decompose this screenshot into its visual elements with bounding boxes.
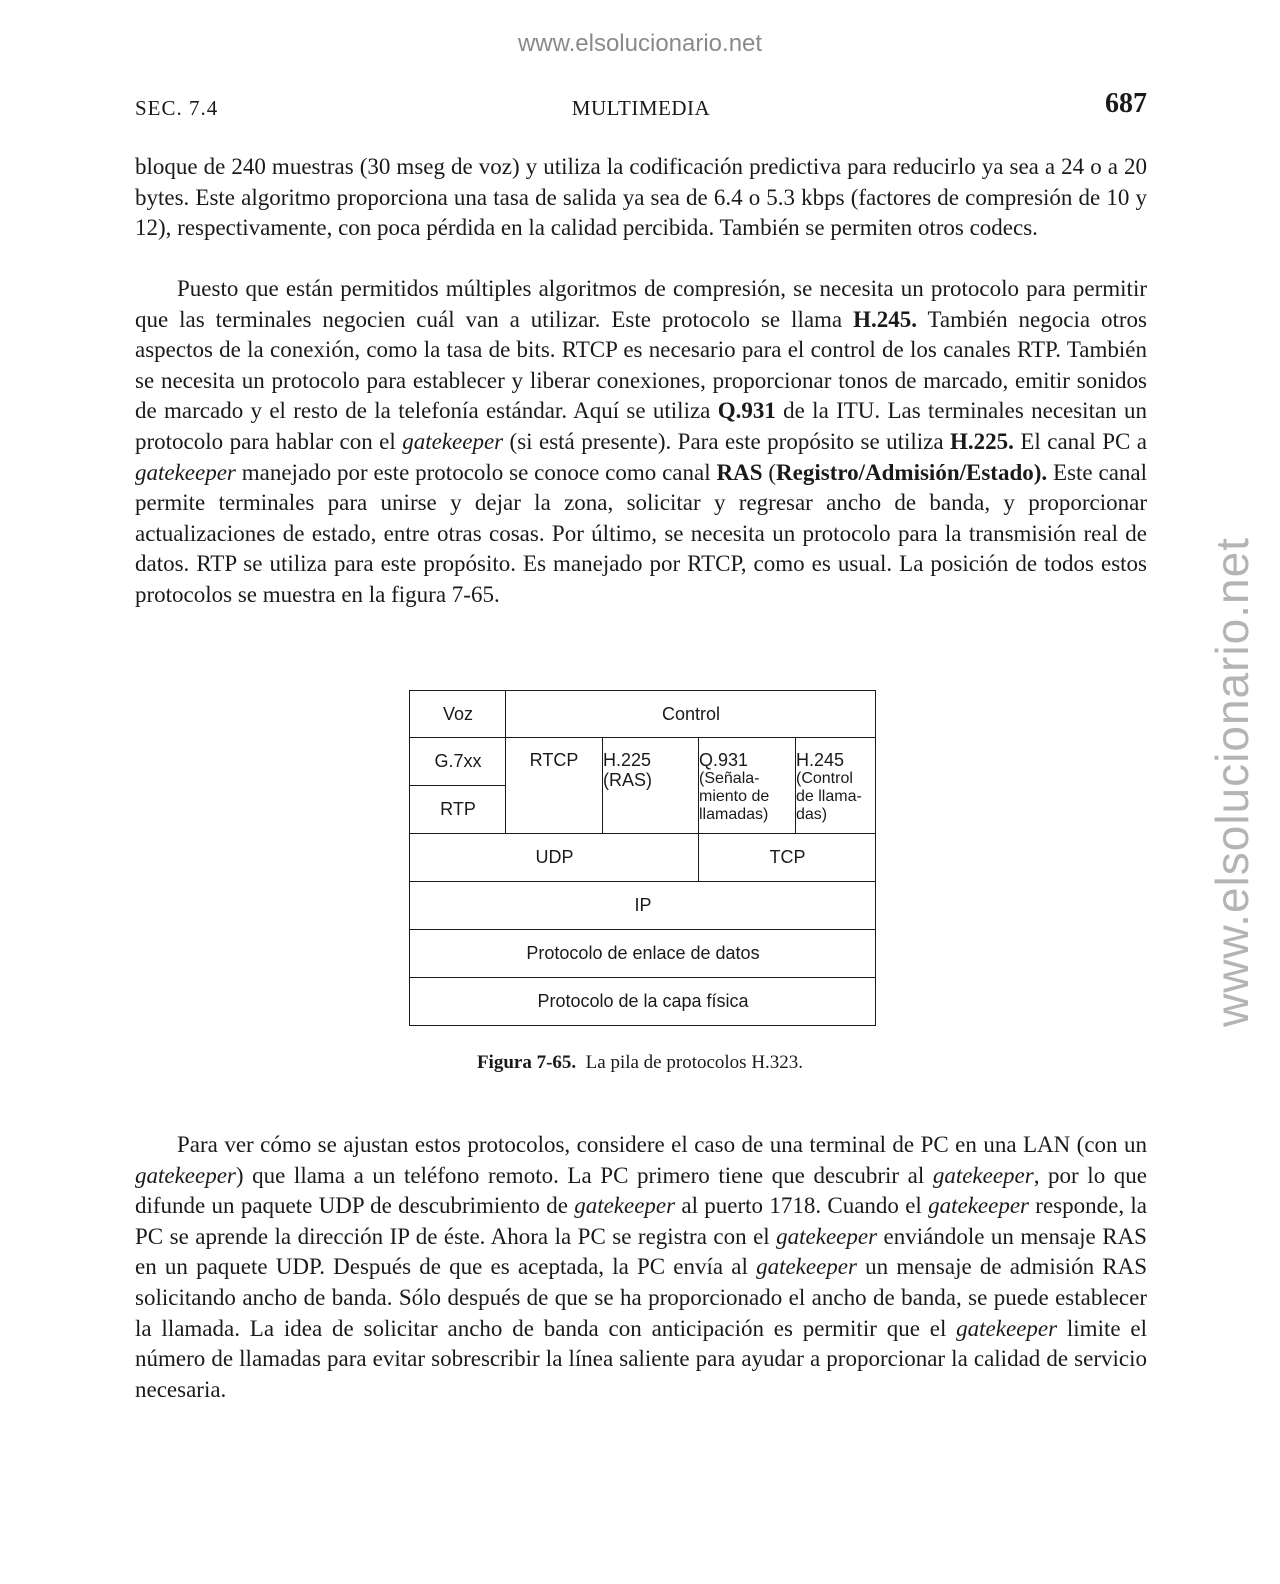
- caption-label: Figura 7-65.: [476, 1052, 577, 1073]
- cell-q931: Q.931 (Señala- miento de llamadas): [699, 750, 770, 823]
- figure-caption: [0, 1052, 1280, 1074]
- cell-h245: H.245 (Control de llama- das): [796, 750, 862, 823]
- h323-protocol-stack-diagram: [409, 690, 876, 1026]
- cell-rtp: RTP: [440, 799, 476, 819]
- cell-voz: Voz: [442, 703, 474, 724]
- term-q931: Q.931: [717, 398, 776, 424]
- chapter-title: MULTIMEDIA: [571, 96, 711, 120]
- cell-tcp: TCP: [769, 847, 806, 867]
- cell-h225: H.225 (RAS): [603, 750, 652, 790]
- paragraph-3: Para ver cómo se ajustan estos protocolos, considere el caso de una terminal de PC en una LAN (con un gatekeeper) que llama a un teléfono remoto. La PC primero tiene que descubrir al gatekeeper, por lo que difunde un paquete UDP de descubrimiento de gatekeeper al puerto 1718. Cuando el gatekeeper responde, la PC se aprende la dirección IP de éste. Ahora la PC se registra con el gatekeeper enviándole un mensaje RAS en un paquete UDP. Después de que es aceptada, la PC envía al gatekeeper un mensaje de admisión RAS solicitando ancho de banda. Sólo después de que se ha proporcionado el ancho de banda, se puede establecer la llamada. La idea de solicitar ancho de banda con anticipación es permitir que el gatekeeper limite el número de llamadas para evitar sobrescribir la línea saliente para ayudar a proporcionar la calidad de servicio necesaria.: [135, 1132, 1147, 1402]
- paragraph-1: bloque de 240 muestras (30 mseg de voz) y utiliza la codificación predictiva para reducirlo ya sea a 24 o a 20 bytes. Este algoritmo proporciona una tasa de salida ya sea de 6.4 o 5.3 kbps (factores de compresión de 10 y 12), respectivamente, con poca pérdida en la calidad percibida. También se permiten otros codecs.: [135, 154, 1147, 241]
- watermark-top: www.elsolucionario.net: [517, 30, 763, 57]
- paragraph-2: Puesto que están permitidos múltiples algoritmos de compresión, se necesita un protocolo para permitir que las terminales negocien cuál van a utilizar. Este protocolo se llama H.245. También negocia otros aspectos de la conexión, como la tasa de bits. RTCP es necesario para el control de los canales RTP. También se necesita un protocolo para establecer y liberar conexiones, proporcionar tonos de marcado, emitir sonidos de marcado y el resto de la telefonía estándar. Aquí se utiliza Q.931 de la ITU. Las terminales necesitan un protocolo para hablar con el gatekeeper (si está presente). Para este propósito se utiliza H.225. El canal PC a gatekeeper manejado por este protocolo se conoce como canal RAS (Registro/Admisión/Estado). Este canal permite terminales para unirse y dejar la zona, solicitar y regresar ancho de banda, y proporcionar actualizaciones de estado, entre otras cosas. Por último, se necesita un protocolo para la transmisión real de datos. RTP se utiliza para este propósito. Es manejado por RTCP, como es usual. La posición de todos estos protocolos se muestra en la figura 7-65.: [135, 276, 1148, 607]
- section-label: SEC. 7.4: [135, 96, 219, 120]
- cell-ip: IP: [634, 895, 652, 915]
- term-ras-expansion: Registro/Admisión/Estado).: [776, 459, 1048, 485]
- cell-data-link: Protocolo de enlace de datos: [526, 943, 760, 963]
- page-number: 687: [1105, 88, 1147, 119]
- cell-rtcp: RTCP: [529, 750, 579, 770]
- running-head: [135, 88, 1147, 124]
- caption-text: La pila de protocolos H.323.: [585, 1052, 804, 1073]
- cell-g7xx: G.7xx: [434, 751, 482, 771]
- cell-control: Control: [661, 703, 721, 724]
- cell-udp: UDP: [535, 847, 574, 867]
- cell-physical: Protocolo de la capa física: [537, 991, 749, 1011]
- term-ras: RAS: [716, 459, 763, 485]
- term-h225: H.225.: [950, 428, 1014, 454]
- watermark-side: www.elsolucionario.net: [1206, 537, 1258, 1027]
- term-h245: H.245.: [853, 306, 917, 332]
